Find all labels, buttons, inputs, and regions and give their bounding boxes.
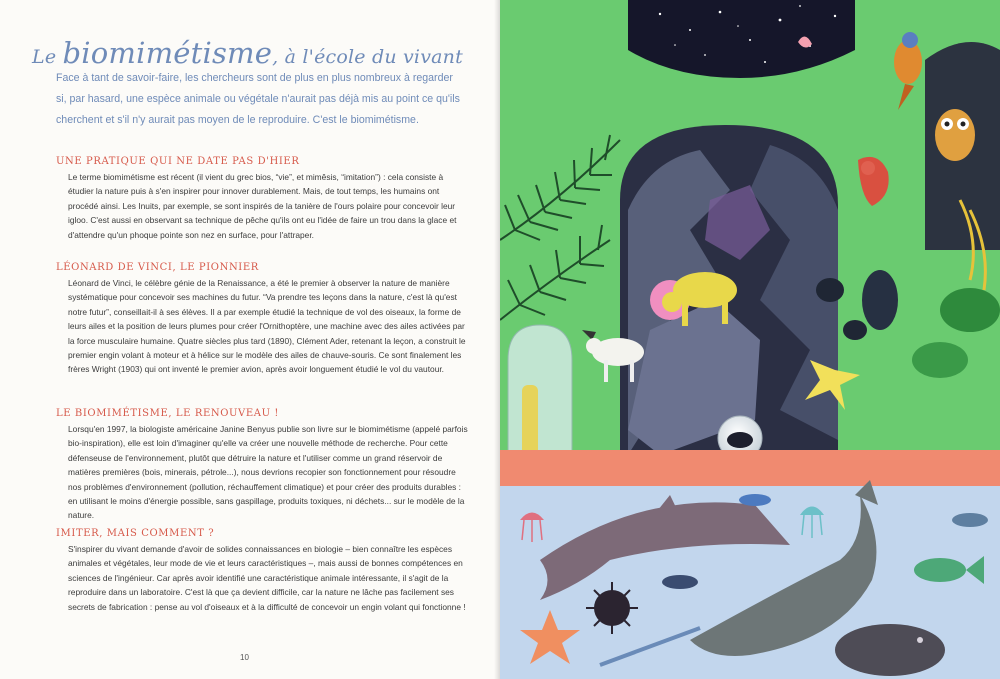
illustration-page <box>500 0 1000 679</box>
section-heading-4: IMITER, MAIS COMMENT ? <box>56 528 215 539</box>
section-text-4: S'inspirer du vivant demande d'avoir de solides connaissances en biologie – bien connaître les espèces animales et végétales, leur mode de vie et leurs caractéristiques –, mais aussi de bonnes compétences en sciences de l'ingénieur. Car après avoir identifié une caractéristique animale intéressante, il s'agit de la reproduire dans un laboratoire. C'est là que ça devient difficile, car la nature ne lâche pas facilement ses secrets de fabrication : pense au vol d'oiseaux et à la difficulté de concevoir un engin volant qui fonctionne ! <box>68 544 466 612</box>
coral-floor <box>500 450 1000 490</box>
illustration-art <box>500 0 1000 679</box>
title-prefix: Le <box>32 46 57 68</box>
section-heading-1: UNE PRATIQUE QUI NE DATE PAS D'HIER <box>56 156 300 167</box>
section-text-1: Le terme biomimétisme est récent (il vient du grec bios, “vie”, et mimêsis, “imitation”) : cela consiste à étudier la nature puis à s'en inspirer pour innover durablement. Mais, de tout temps, les humains ont procédé ainsi. Les Inuits, par exemple, se sont inspirés de la tanière de l'ours polaire pour concevoir leur igloo. C'est aussi en observant sa technique de pêche qu'ils ont eu l'idée de faire un trou dans la glace et d'attendre qu'un phoque pointe son nez en surface, pour l'attraper. <box>68 172 457 240</box>
intro-paragraph: Face à tant de savoir-faire, les chercheurs sont de plus en plus nombreux à regarder si, par hasard, une espèce animale ou végétale n'aurait pas déjà mis au point ce qu'ils cherchent et s'il n'y aurait pas moyen de le reproduire. C'est le biomimétisme. <box>56 72 460 126</box>
section-text-2: Léonard de Vinci, le célèbre génie de la Renaissance, a été le premier à observer la nature de manière systématique pour concevoir ses machines du futur. “Va prendre tes leçons dans la nature, c'est là qu'est notre futur”, conseillait-il à ses élèves. Il a par exemple étudié la technique de vol des oiseaux, la forme de leurs ailes et la position de leurs plumes pour créer l'Ornithoptère, une machine avec des ailes activées par la force musculaire humaine. Quatre siècles plus tard (1890), Clément Ader, retenant la leçon, a construit le premier engin volant à moteur et à hélice sur le modèle des ailes de chauve-souris. Ce sont finalement les frères Wright (1903) qui ont inventé le premier avion, après avoir longuement étudié le vol du vautour. <box>68 278 466 375</box>
page-title <box>32 36 463 70</box>
section-heading-2: LÉONARD DE VINCI, LE PIONNIER <box>56 262 259 273</box>
section-text-3: Lorsqu'en 1997, la biologiste américaine Janine Benyus publie son livre sur le biomimétisme (appelé parfois bio-inspiration), elle est loin d'imaginer qu'elle va créer une nouvelle méthode de recherche. Pour cette défenseuse de l'environnement, plutôt que détruire la nature et l'utiliser comme un grand réservoir de matières premières (bois, minerais, pétrole...), nous devrions recopier son fonctionnement pour résoudre nos problèmes d'environnement (pollution, réchauffement climatique) et pour créer des produits durables : en utilisant le moins d'énergie possible, sans gaspillage, produits toxiques, ni déchets... sur le modèle de la nature. <box>68 424 468 521</box>
left-page <box>0 0 498 679</box>
owl-icon <box>935 109 975 161</box>
title-suffix: , à l'école du vivant <box>272 46 463 68</box>
section-heading-3: LE BIOMIMÉTISME, LE RENOUVEAU ! <box>56 408 280 419</box>
title-main-word: biomimétisme <box>62 36 273 70</box>
page-number: 10 <box>240 653 249 662</box>
seal-icon <box>835 624 945 676</box>
glass-bell-jar-icon <box>504 325 576 468</box>
